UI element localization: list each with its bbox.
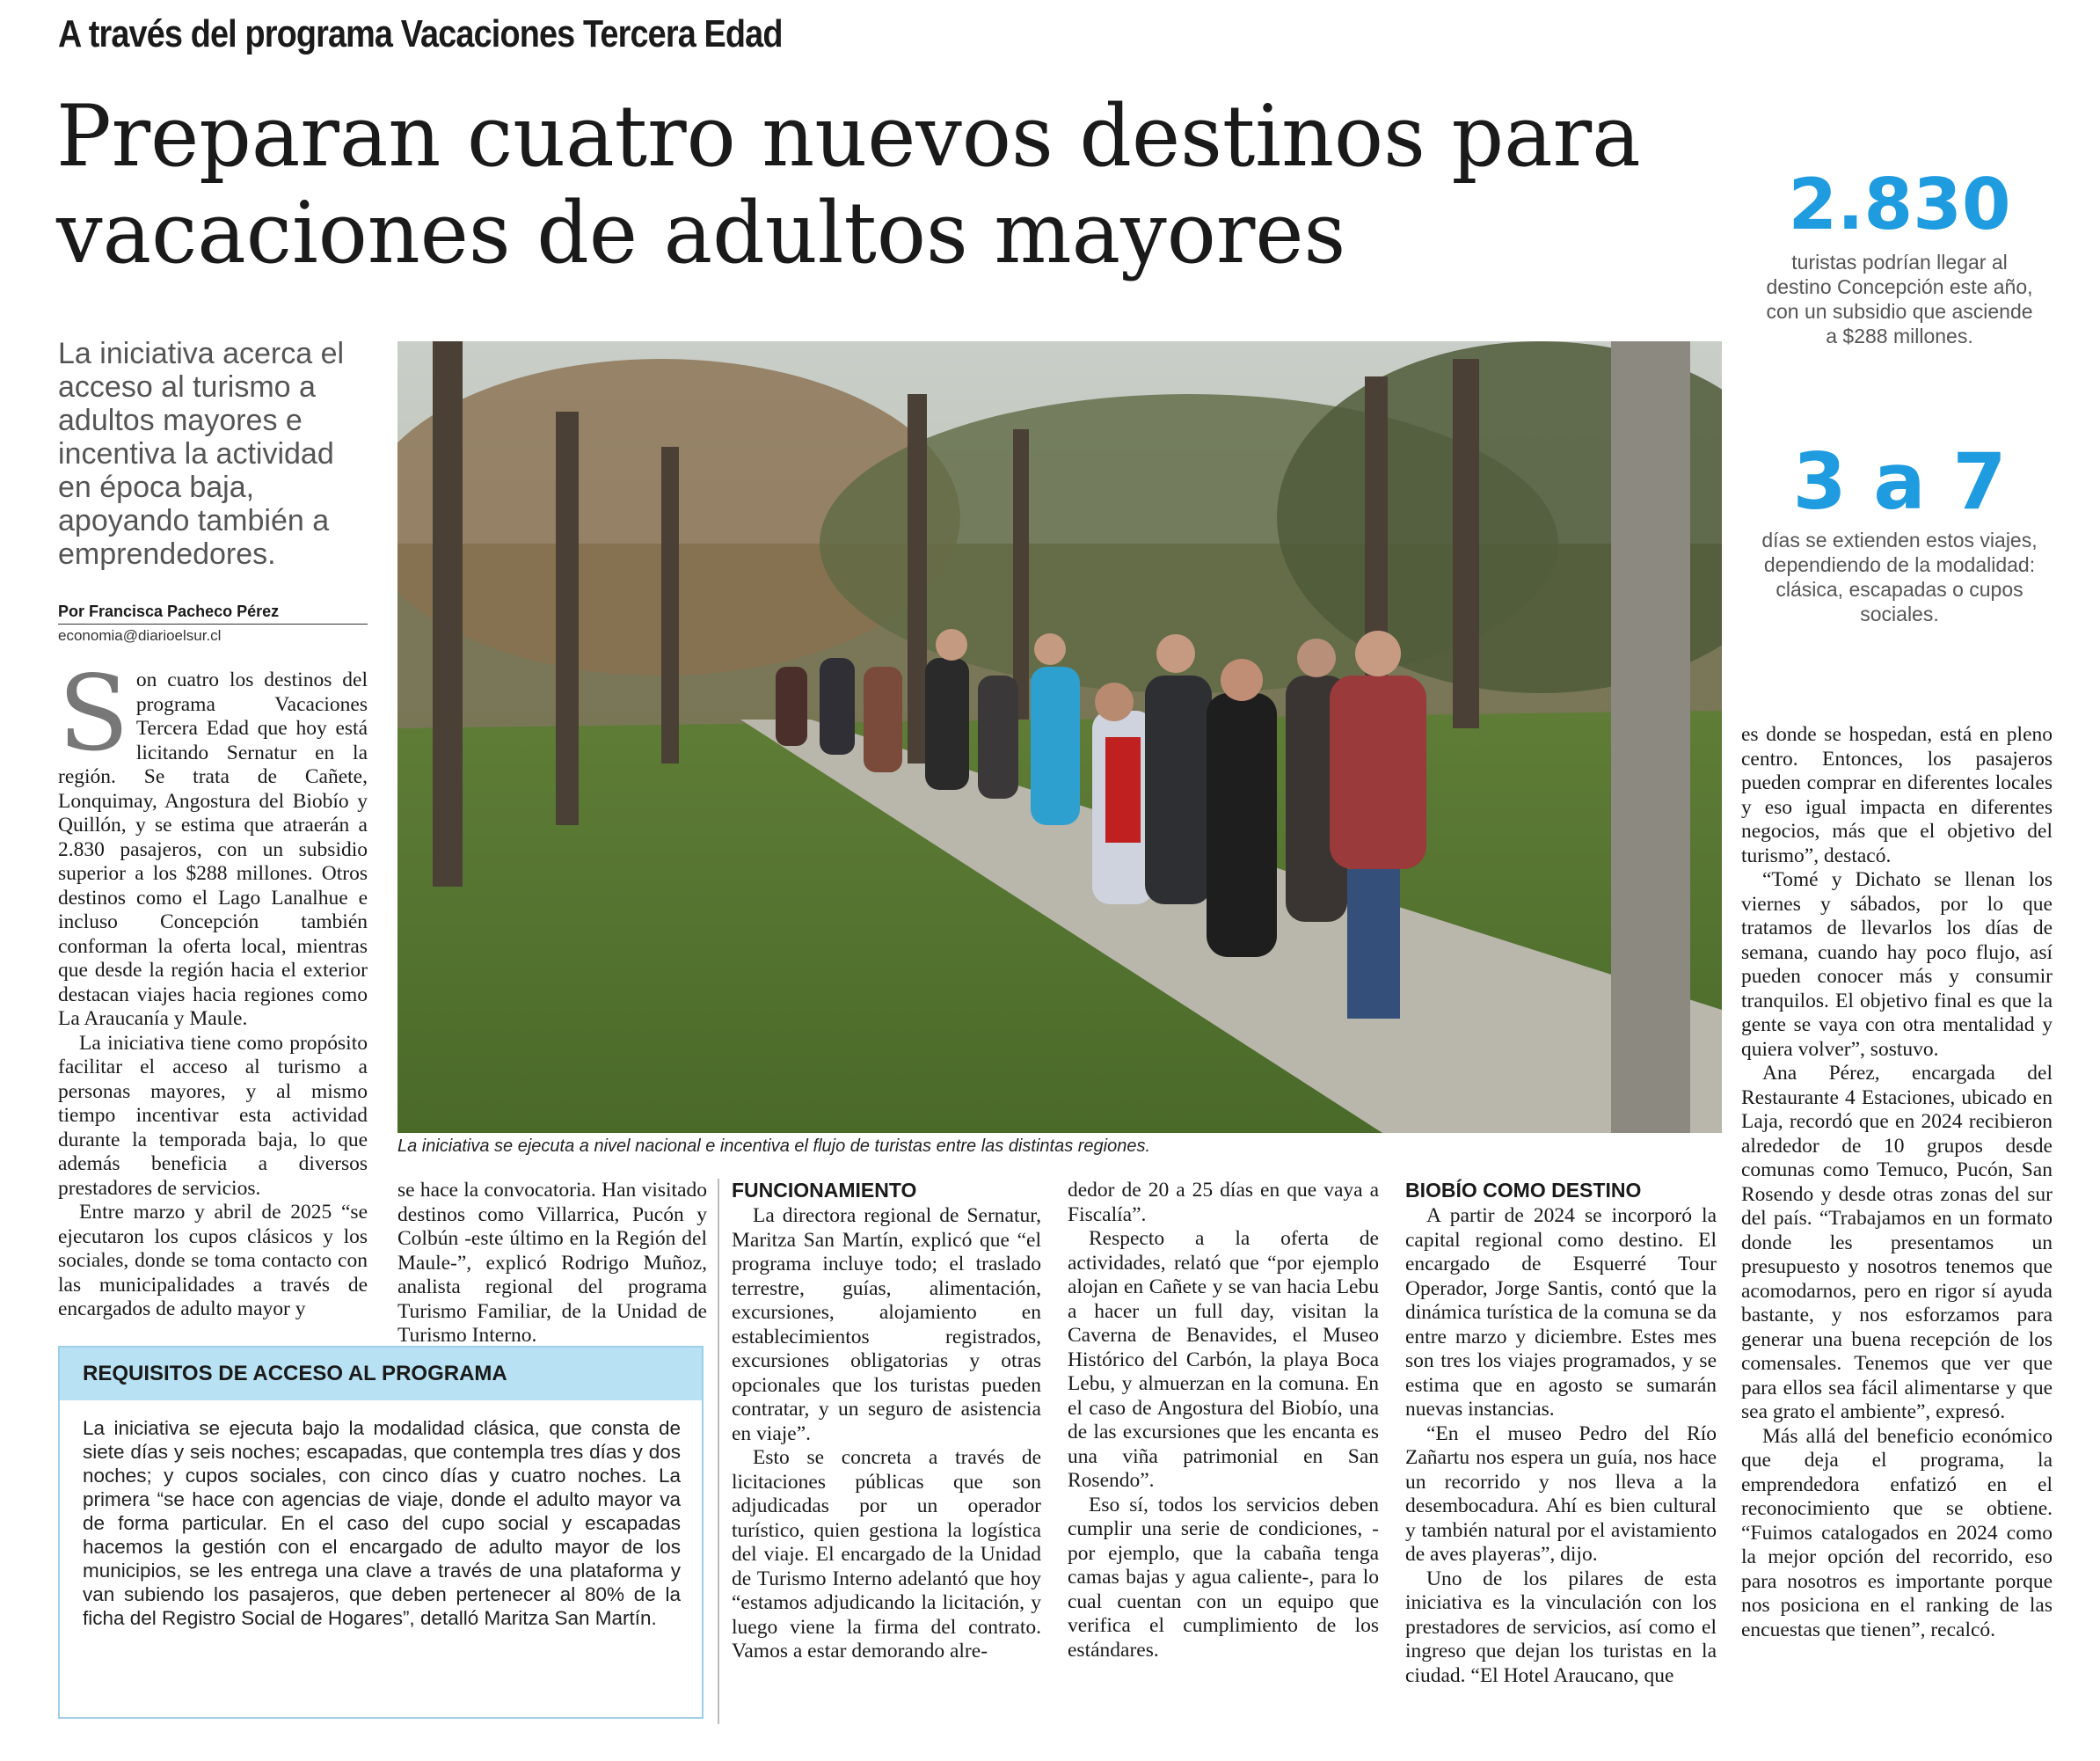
paragraph: Más allá del beneficio económico que deja el programa, la emprendedora enfatizó en el reconocimiento que se obtiene. “Fuimos catalogados en 2024 como la mejor opción del recorrido, eso para nosotros es importante porque nos posiciona en el ranking de las encuestas que tienen”, recalcó. bbox=[1741, 1424, 2053, 1641]
section-heading-funcionamiento: FUNCIONAMIENTO bbox=[732, 1179, 917, 1202]
paragraph: dedor de 20 a 25 días en que vaya a Fiscalía”. bbox=[1068, 1179, 1379, 1226]
stat-text-1: turistas podrían llegar al destino Concepción este año, con un subsidio que asciende a $288 millones. bbox=[1766, 251, 2033, 347]
article-column-5 bbox=[1405, 1179, 1717, 1688]
photo-caption: La iniciativa se ejecuta a nivel nacional e incentiva el flujo de turistas entre las distintas regiones. bbox=[397, 1136, 1151, 1156]
article-column-2 bbox=[397, 1179, 707, 1348]
stat-number-1: 2.830 bbox=[1788, 164, 2011, 245]
paragraph: Eso sí, todos los servicios deben cumplir una serie de condiciones, -por ejemplo, que la cabaña tenga camas bajas y agua caliente-, para lo cual cuentan con un equipo que verifica el cumplimiento de los estándares. bbox=[1068, 1493, 1379, 1662]
author-email: economia@diarioelsur.cl bbox=[58, 627, 222, 644]
article-column-3 bbox=[732, 1179, 1041, 1664]
paragraph: Ana Pérez, encargada del Restaurante 4 Estaciones, ubicado en Laja, recordó que en 2024 recibieron alrededor de 10 grupos desde comunas como Temuco, Pucón, San Rosendo y desde otras zonas del sur del país. “Trabajamos en un formato donde les presentamos un presupuesto y nosotros tenemos que acomodarnos, pero en rigor sí ayuda bastante, y nos esforzamos para generar una buena recepción de los comensales. Tenemos que ver que para ellos sea fácil alimentarse y que sea grato el ambiente”, expresó. bbox=[1741, 1062, 2053, 1423]
paragraph: es donde se hospedan, está en pleno centro. Entonces, los pasajeros pueden comprar en diferentes locales y eso igual impacta en diferentes negocios, más que el objetivo del turismo”, destacó. bbox=[1741, 723, 2053, 867]
article-column-6 bbox=[1741, 723, 2053, 1642]
article-column-4 bbox=[1068, 1179, 1379, 1662]
paragraph: “Tomé y Dichato se llenan los viernes y sábados, por lo que tratamos de llevarlos los días de semana, cuando hay poco flujo, así pueden conocer más y consumir tranquilos. El objetivo final es que la gente se vaya con otra mentalidad y quiera volver”, sostuvo. bbox=[1741, 868, 2053, 1061]
paragraph: Son cuatro los destinos del programa Vacaciones Tercera Edad que hoy está licitando Sernatur en la región. Se trata de Cañete, Lonquimay, Angostura del Biobío y Quillón, y se estima que atraerán a 2.830 pasajeros, con un subsidio superior a los $288 millones. Otros destinos como el Lago Lanalhue e incluso Concepción también conforman la oferta local, mientras que desde la región hacia el exterior destacan viajes hacia regiones como La Araucanía y Maule. bbox=[58, 653, 368, 1030]
headline: Preparan cuatro nuevos destinos para vacaciones de adultos mayores bbox=[56, 87, 1641, 282]
paragraph: La directora regional de Sernatur, Maritza San Martín, explicó que “el programa incluye todo; el traslado terrestre, guías, alimentación, excursiones, alojamiento en establecimientos registrados, excursiones obligatorias y otras opcionales que los turistas pueden contratar, y un seguro de asistencia en viaje”. bbox=[732, 1204, 1041, 1445]
paragraph: Respecto a la oferta de actividades, relató que “por ejemplo alojan en Cañete y se van hacia Lebu a hacer un full day, visitan la Caverna de Benavides, el Museo Histórico del Carbón, la playa Boca Lebu, y almuerzan en la comuna. En el caso de Angostura del Biobío, una de las excursiones que les encanta es una viña patrimonial en San Rosendo”. bbox=[1068, 1227, 1379, 1492]
article-column-1 bbox=[58, 653, 368, 1322]
paragraph: Entre marzo y abril de 2025 “se ejecutaron los cupos clásicos y los sociales, donde se toma contacto con las municipalidades a través de encargados de adulto mayor y bbox=[58, 1201, 368, 1320]
stat-number-2: 3 a 7 bbox=[1792, 436, 2007, 527]
section-heading-biobio: BIOBÍO COMO DESTINO bbox=[1405, 1179, 1642, 1202]
article-photo bbox=[397, 341, 1722, 1133]
paragraph: La iniciativa tiene como propósito facilitar el acceso al turismo a personas mayores, y al mismo tiempo incentivar esta actividad durante la temporada baja, lo que además beneficia a diversos prestadores de servicios. bbox=[58, 1031, 368, 1200]
paragraph: Uno de los pilares de esta iniciativa es la vinculación con los prestadores de servicios, así como el ingreso que dejan los turistas en la ciudad. “El Hotel Araucano, que bbox=[1405, 1567, 1717, 1687]
photo-illustration bbox=[397, 341, 1722, 1133]
kicker: A través del programa Vacaciones Tercera Edad bbox=[58, 12, 783, 55]
paragraph: “En el museo Pedro del Río Zañartu nos espera un guía, nos hace un recorrido y nos lleva a la desembocadura. Ahí es bien cultural y también natural por el avistamiento de aves playeras”, dijo. bbox=[1405, 1421, 1717, 1566]
requirements-box-text: La iniciativa se ejecuta bajo la modalidad clásica, que consta de siete días y seis noches; escapadas, que contempla tres días y dos noches; y cupos sociales, con cinco días y cuatro noches. La primera “se hace con agencias de viaje, donde el adulto mayor va de forma particular. En el caso del cupo social y escapadas hacemos la gestión con el encargado de adulto mayor de los municipios, se les entrega una clave a través de una plataforma y van subiendo los pasajeros, que deben pertenecer al 80% de la ficha del Registro Social de Hogares”, detalló Maritza San Martín. bbox=[83, 1417, 681, 1629]
paragraph: Esto se concreta a través de licitaciones públicas que son adjudicadas por un operador turístico, quien gestiona la logística del viaje. El encargado de la Unidad de Turismo Interno adelantó que hoy “estamos adjudicando la licitación, y luego viene la firma del contrato. Vamos a estar demorando alre- bbox=[732, 1446, 1041, 1662]
paragraph: A partir de 2024 se incorporó la capital regional como destino. El encargado de Esquerré Tour Operador, Jorge Santis, contó que la dinámica turística de la comuna se da entre marzo y diciembre. Estes mes son tres los viajes programados, y se estima que en agosto se sumarán nuevas instancias. bbox=[1405, 1204, 1717, 1421]
requirements-box-heading: REQUISITOS DE ACCESO AL PROGRAMA bbox=[60, 1348, 702, 1400]
column-divider bbox=[718, 1179, 719, 1724]
stat-text-2: días se extienden estos viajes, dependiendo de la modalidad: clásica, escapadas o cupos sociales. bbox=[1761, 529, 2038, 625]
byline: Por Francisca Pacheco Pérez bbox=[58, 603, 368, 625]
paragraph: se hace la convocatoria. Han visitado destinos como Villarrica, Pucón y Colbún -este último en la Región del Maule-”, explicó Rodrigo Muñoz, analista regional del programa Turismo Familiar, de la Unidad de Turismo Interno. bbox=[397, 1179, 707, 1347]
lead-paragraph: La iniciativa acerca el acceso al turismo a adultos mayores e incentiva la actividad en época baja, apoyando también a emprendedores. bbox=[58, 337, 345, 571]
drop-cap: S bbox=[58, 653, 129, 774]
